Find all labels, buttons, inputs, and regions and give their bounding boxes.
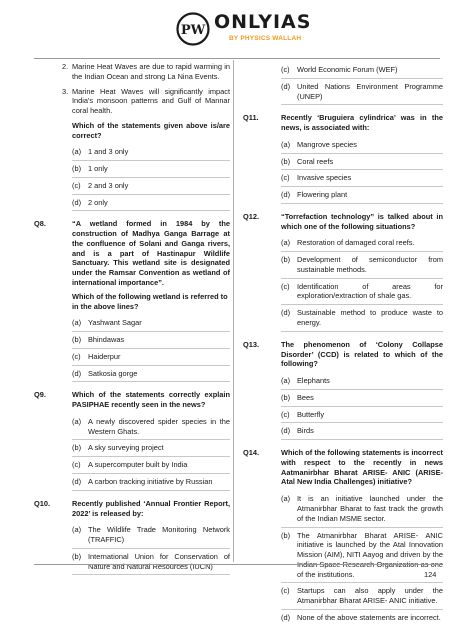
option-c[interactable]: (c) 2 and 3 only [72, 178, 230, 195]
question-9 [34, 390, 230, 410]
statement-2 [34, 62, 230, 82]
question-number: Q14. [243, 448, 260, 458]
brand-subtitle: BY PHYSICS WALLAH [229, 35, 302, 42]
question-number: Q13. [243, 339, 260, 349]
question-12 [243, 212, 443, 232]
question-10-options [72, 522, 230, 575]
option-c[interactable]: (c) Invasive species [281, 170, 443, 187]
question-8-options [72, 315, 230, 382]
option-b[interactable]: (b) International Union for Conservation of Nature and Natural Resources (IUCN) [72, 549, 230, 576]
page-header [0, 0, 474, 56]
option-b[interactable]: (b) The Atmanirbhar Bharat ARISE- ANIC initiative is launched by the Atal Innovation Mission (AIM), NITI Aayog and driven by the Indian Space Research Organization as one of the institutions. [281, 528, 443, 584]
question-9-options [72, 414, 230, 491]
option-c[interactable]: (c) Startups can also apply under the Atmanirbhar Bharat ARISE- ANIC initiative. [281, 583, 443, 610]
column-divider [233, 60, 234, 562]
question-7-continuation [34, 121, 230, 141]
svg-text:PW: PW [180, 23, 206, 38]
question-14 [243, 448, 443, 487]
question-7-options [72, 144, 230, 211]
option-b[interactable]: (b) Bhindawas [72, 332, 230, 349]
physics-wallah-logo-icon [176, 12, 210, 46]
question-12-options [281, 235, 443, 331]
option-c[interactable]: (c) World Economic Forum (WEF) [281, 62, 443, 79]
option-a[interactable]: (a) Elephants [281, 373, 443, 390]
option-a[interactable]: (a) Yashwant Sagar [72, 315, 230, 332]
option-c[interactable]: (c) Identification of areas for exploration/extraction of shale gas. [281, 279, 443, 306]
question-8 [34, 219, 230, 311]
question-13 [243, 340, 443, 369]
question-text: Which of the statements correctly explain PASIPHAE recently seen in the news? [72, 390, 230, 410]
option-b[interactable]: (b) 1 only [72, 161, 230, 178]
question-text: “A wetland formed in 1984 by the construction of Madhya Ganga Barrage at the confluence of Solani and Ganga rivers, and is a part of Hastinapur Wildlife Sanctuary. This wetland site is designated under the Ramsar Convention as wetland of international importance”. [72, 219, 230, 288]
question-number: Q11. [243, 113, 259, 123]
option-a[interactable]: (a) It is an initiative launched under the Atmanirbhar Bharat to fast track the growth of the Indian MSME sector. [281, 491, 443, 527]
question-number: Q12. [243, 211, 260, 221]
question-14-options [281, 491, 443, 625]
option-a[interactable]: (a) A newly discovered spider species in the Western Ghats. [72, 414, 230, 441]
question-11 [243, 113, 443, 133]
option-d[interactable]: (d) None of the above statements are incorrect. [281, 612, 441, 622]
option-a[interactable]: (a) Restoration of damaged coral reefs. [281, 235, 443, 252]
header-divider [34, 58, 440, 59]
question-10-options-continued [281, 62, 443, 105]
statement-text: Marine Heat Waves are due to rapid warming in the Indian Ocean and strong La Nina Events. [72, 62, 230, 81]
right-column [243, 62, 443, 634]
option-d[interactable]: (d) A carbon tracking initiative by Russian [72, 474, 230, 491]
question-text: “Torrefaction technology” is talked about in which one of the following situations? [281, 211, 443, 231]
question-text: Recently published ‘Annual Frontier Report, 2022’ is released by: [72, 498, 230, 518]
option-d[interactable]: (d) Sustainable method to produce waste to energy. [281, 305, 443, 332]
option-d[interactable]: (d) Flowering plant [281, 187, 443, 204]
statement-number: 2. [62, 62, 69, 71]
option-c[interactable]: (c) A supercomputer built by India [72, 457, 230, 474]
statement-3 [34, 87, 230, 116]
option-c[interactable]: (c) Haiderpur [72, 349, 230, 366]
question-number: Q10. [34, 498, 51, 508]
left-column [34, 62, 230, 583]
option-d[interactable]: (d) United Nations Environment Programme (UNEP) [281, 79, 443, 106]
question-11-options [281, 137, 443, 204]
option-d[interactable]: (d) 2 only [72, 195, 230, 212]
option-b[interactable]: (b) A sky surveying project [72, 440, 230, 457]
question-text: The phenomenon of ‘Colony Collapse Disorder’ (CCD) is related to which of the following? [281, 339, 443, 369]
question-text: Recently ‘Bruguiera cylindrica’ was in the news, is associated with: [281, 113, 443, 133]
option-b[interactable]: (b) Coral reefs [281, 154, 443, 171]
option-d[interactable]: (d) Birds [281, 423, 443, 440]
question-number: Q9. [34, 390, 46, 400]
option-d[interactable]: (d) Satkosia gorge [72, 366, 230, 383]
brand-name: ONLYIAS [214, 11, 312, 33]
question-prompt: Which of the following wetland is referred to in the above lines? [72, 291, 228, 311]
question-prompt: Which of the statements given above is/are correct? [72, 120, 230, 140]
option-a[interactable]: (a) 1 and 3 only [72, 144, 230, 161]
footer-divider [34, 564, 440, 565]
option-c[interactable]: (c) Butterfly [281, 407, 443, 424]
option-a[interactable]: (a) The Wildlife Trade Monitoring Network (TRAFFIC) [72, 522, 230, 549]
option-b[interactable]: (b) Bees [281, 390, 443, 407]
question-13-options [281, 373, 443, 440]
option-b[interactable]: (b) Development of semiconductor from sustainable methods. [281, 252, 443, 279]
statement-number: 3. [62, 86, 69, 96]
statement-text: Marine Heat Waves will significantly impact India's monsoon patterns and Gulf of Mannar coral health. [72, 86, 230, 116]
question-text: Which of the following statements is incorrect with respect to the recently in news Aatmanirbhar Bharat ARISE- ANIC (ARISE-Atal New India Challenges) initiative? [281, 448, 443, 487]
question-number: Q8. [34, 219, 46, 229]
option-a[interactable]: (a) Mangrove species [281, 137, 443, 154]
page-number: 124 [424, 570, 437, 579]
question-10 [34, 499, 230, 519]
